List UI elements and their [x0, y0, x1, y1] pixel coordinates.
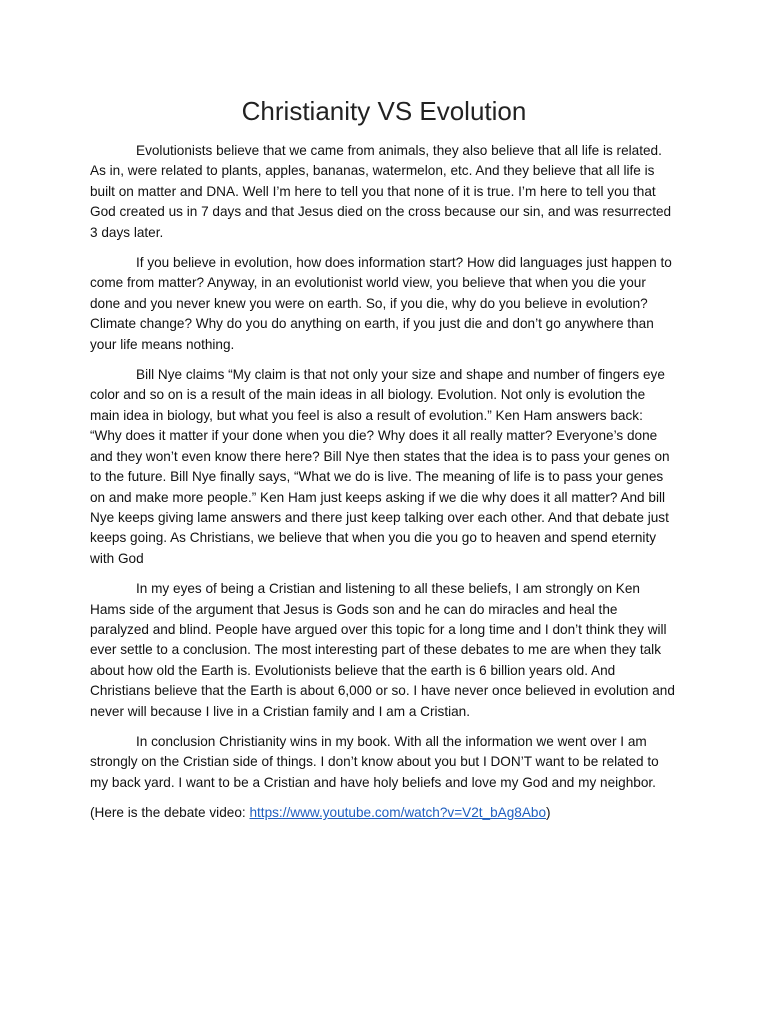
- paragraph-5: In conclusion Christianity wins in my book. With all the information we went over I am strongly on the Cristian side of things. I don’t know about you but I DON’T want to be related to my back yard. I want to be a Cristian and have holy beliefs and love my God and my neighbor.: [90, 733, 659, 790]
- paragraph-1: Evolutionists believe that we came from animals, they also believe that all life is related. As in, were related to plants, apples, bananas, watermelon, etc. And they believe that all life is built on matter and DNA. Well I’m here to tell you that none of it is true. I’m here to tell you that God created us in 7 days and that Jesus died on the cross because our sin, and was resurrected 3 days later.: [90, 143, 672, 240]
- debate-video-note: [90, 803, 675, 823]
- debate-video-link[interactable]: https://www.youtube.com/watch?v=V2t_bAg8Abo: [249, 805, 547, 821]
- debate-video-prefix: (Here is the debate video:: [90, 805, 250, 821]
- paragraph-4: In my eyes of being a Cristian and listening to all these beliefs, I am strongly on Ken Hams side of the argument that Jesus is Gods son and he can do miracles and heal the paralyzed and blind. People have argued over this topic for a long time and I don’t think they will ever settle to a conclusion. The most interesting part of these debates to me are when they talk about how old the Earth is. Evolutionists believe that the earth is 6 billion years old. And Christians believe that the Earth is about 6,000 or so. I have never once believed in evolution and never will because I live in a Cristian family and I am a Cristian.: [90, 581, 675, 719]
- paragraph-2: If you believe in evolution, how does information start? How did languages just happen to come from matter? Anyway, in an evolutionist world view, you believe that when you die your done and you never knew you were on earth. So, if you die, why do you believe in evolution? Climate change? Why do you do anything on earth, if you just die and don’t go anywhere than your life means nothing.: [90, 255, 672, 352]
- document-body: [90, 141, 675, 834]
- document-title: Christianity VS Evolution: [241, 96, 527, 126]
- paragraph-3: Bill Nye claims “My claim is that not only your size and shape and number of fingers eye color and so on is a result of the main ideas in all biology. Evolution. Not only is evolution the main idea in biology, but what you feel is also a result of evolution.” Ken Ham answers back: “Why does it matter if your done when you die? Why does it all really matter? Everyone’s done and they won’t even know there here? Bill Nye then states that the idea is to pass your genes on to the future. Bill Nye finally says, “What we do is live. The meaning of life is to pass your genes on and make more people.” Ken Ham just keeps asking if we die why does it all matter? And bill Nye keeps giving lame answers and there just keep talking over each other. And that debate just keeps going. As Christians, we believe that when you die you go to heaven and spend eternity with God: [90, 367, 670, 566]
- debate-video-suffix: ): [546, 805, 551, 821]
